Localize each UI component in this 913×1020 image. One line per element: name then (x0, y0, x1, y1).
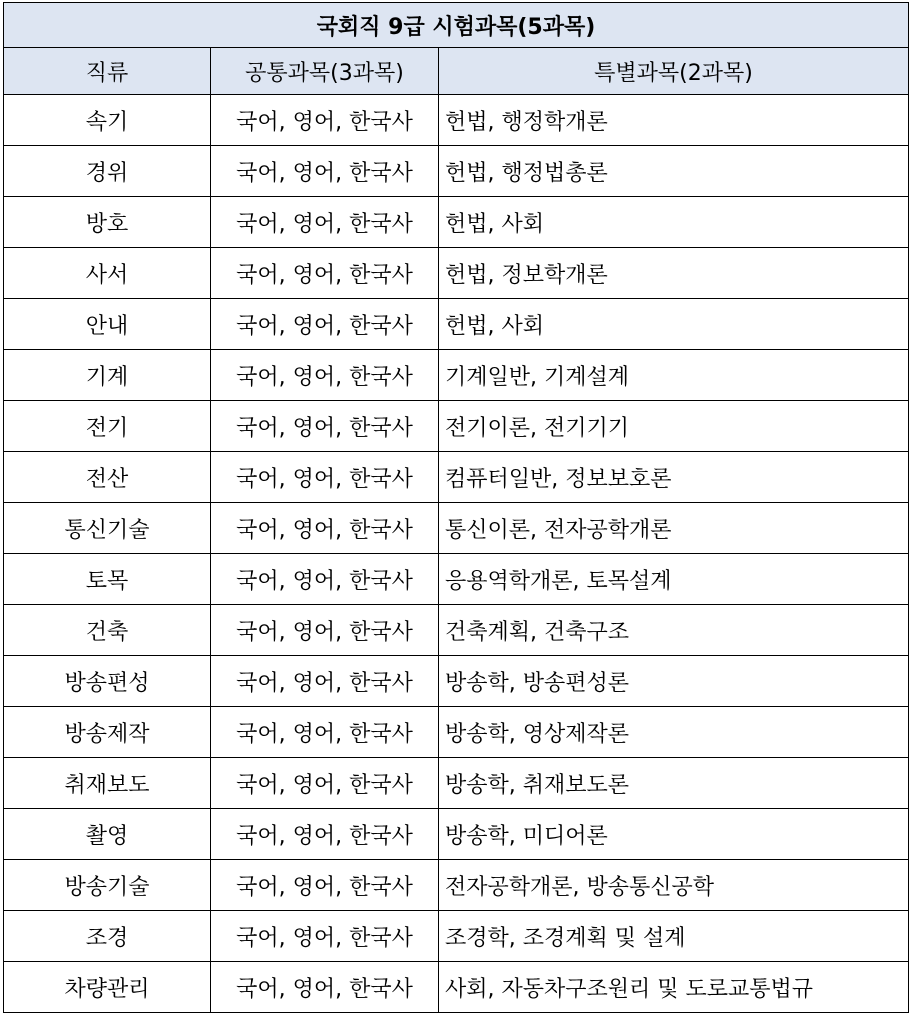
special-subjects-cell: 기계일반, 기계설계 (439, 350, 909, 401)
special-subjects-cell: 전자공학개론, 방송통신공학 (439, 860, 909, 911)
table-row (4, 452, 909, 503)
common-subjects-cell: 국어, 영어, 한국사 (211, 146, 439, 197)
common-subjects-cell: 국어, 영어, 한국사 (211, 95, 439, 146)
table-row (4, 95, 909, 146)
special-subjects-cell: 헌법, 행정학개론 (439, 95, 909, 146)
table-row (4, 911, 909, 962)
common-subjects-cell: 국어, 영어, 한국사 (211, 299, 439, 350)
job-cell: 방송제작 (4, 707, 211, 758)
table-row (4, 707, 909, 758)
table-row (4, 146, 909, 197)
common-subjects-cell: 국어, 영어, 한국사 (211, 452, 439, 503)
common-subjects-cell: 국어, 영어, 한국사 (211, 605, 439, 656)
special-subjects-cell: 응용역학개론, 토목설계 (439, 554, 909, 605)
table-row (4, 809, 909, 860)
table-row (4, 197, 909, 248)
table-row (4, 656, 909, 707)
job-cell: 기계 (4, 350, 211, 401)
table-row (4, 503, 909, 554)
special-subjects-cell: 사회, 자동차구조원리 및 도로교통법규 (439, 962, 909, 1013)
table-row (4, 299, 909, 350)
job-cell: 속기 (4, 95, 211, 146)
table-row (4, 605, 909, 656)
common-subjects-cell: 국어, 영어, 한국사 (211, 401, 439, 452)
job-cell: 촬영 (4, 809, 211, 860)
table-row (4, 962, 909, 1013)
special-subjects-cell: 조경학, 조경계획 및 설계 (439, 911, 909, 962)
special-subjects-cell: 전기이론, 전기기기 (439, 401, 909, 452)
header-job: 직류 (4, 48, 211, 95)
job-cell: 방송기술 (4, 860, 211, 911)
job-cell: 사서 (4, 248, 211, 299)
common-subjects-cell: 국어, 영어, 한국사 (211, 248, 439, 299)
job-cell: 건축 (4, 605, 211, 656)
common-subjects-cell: 국어, 영어, 한국사 (211, 197, 439, 248)
job-cell: 방송편성 (4, 656, 211, 707)
special-subjects-cell: 헌법, 정보학개론 (439, 248, 909, 299)
special-subjects-cell: 방송학, 영상제작론 (439, 707, 909, 758)
special-subjects-cell: 건축계획, 건축구조 (439, 605, 909, 656)
exam-subjects-table-wrapper (3, 2, 909, 1013)
table-row (4, 350, 909, 401)
common-subjects-cell: 국어, 영어, 한국사 (211, 503, 439, 554)
job-cell: 취재보도 (4, 758, 211, 809)
job-cell: 전산 (4, 452, 211, 503)
common-subjects-cell: 국어, 영어, 한국사 (211, 707, 439, 758)
table-row (4, 758, 909, 809)
exam-subjects-table (3, 2, 909, 1013)
job-cell: 토목 (4, 554, 211, 605)
table-title: 국회직 9급 시험과목(5과목) (4, 3, 909, 48)
job-cell: 차량관리 (4, 962, 211, 1013)
special-subjects-cell: 컴퓨터일반, 정보보호론 (439, 452, 909, 503)
common-subjects-cell: 국어, 영어, 한국사 (211, 554, 439, 605)
table-row (4, 860, 909, 911)
special-subjects-cell: 방송학, 미디어론 (439, 809, 909, 860)
special-subjects-cell: 방송학, 방송편성론 (439, 656, 909, 707)
common-subjects-cell: 국어, 영어, 한국사 (211, 809, 439, 860)
special-subjects-cell: 방송학, 취재보도론 (439, 758, 909, 809)
common-subjects-cell: 국어, 영어, 한국사 (211, 656, 439, 707)
job-cell: 방호 (4, 197, 211, 248)
special-subjects-cell: 헌법, 사회 (439, 197, 909, 248)
header-common-subjects: 공통과목(3과목) (211, 48, 439, 95)
table-header-row (4, 48, 909, 95)
common-subjects-cell: 국어, 영어, 한국사 (211, 758, 439, 809)
job-cell: 조경 (4, 911, 211, 962)
table-row (4, 401, 909, 452)
common-subjects-cell: 국어, 영어, 한국사 (211, 860, 439, 911)
job-cell: 전기 (4, 401, 211, 452)
common-subjects-cell: 국어, 영어, 한국사 (211, 962, 439, 1013)
table-title-row (4, 3, 909, 48)
job-cell: 안내 (4, 299, 211, 350)
special-subjects-cell: 헌법, 행정법총론 (439, 146, 909, 197)
job-cell: 통신기술 (4, 503, 211, 554)
header-special-subjects: 특별과목(2과목) (439, 48, 909, 95)
special-subjects-cell: 헌법, 사회 (439, 299, 909, 350)
table-row (4, 554, 909, 605)
special-subjects-cell: 통신이론, 전자공학개론 (439, 503, 909, 554)
common-subjects-cell: 국어, 영어, 한국사 (211, 911, 439, 962)
table-row (4, 248, 909, 299)
job-cell: 경위 (4, 146, 211, 197)
common-subjects-cell: 국어, 영어, 한국사 (211, 350, 439, 401)
table-body (4, 95, 909, 1013)
